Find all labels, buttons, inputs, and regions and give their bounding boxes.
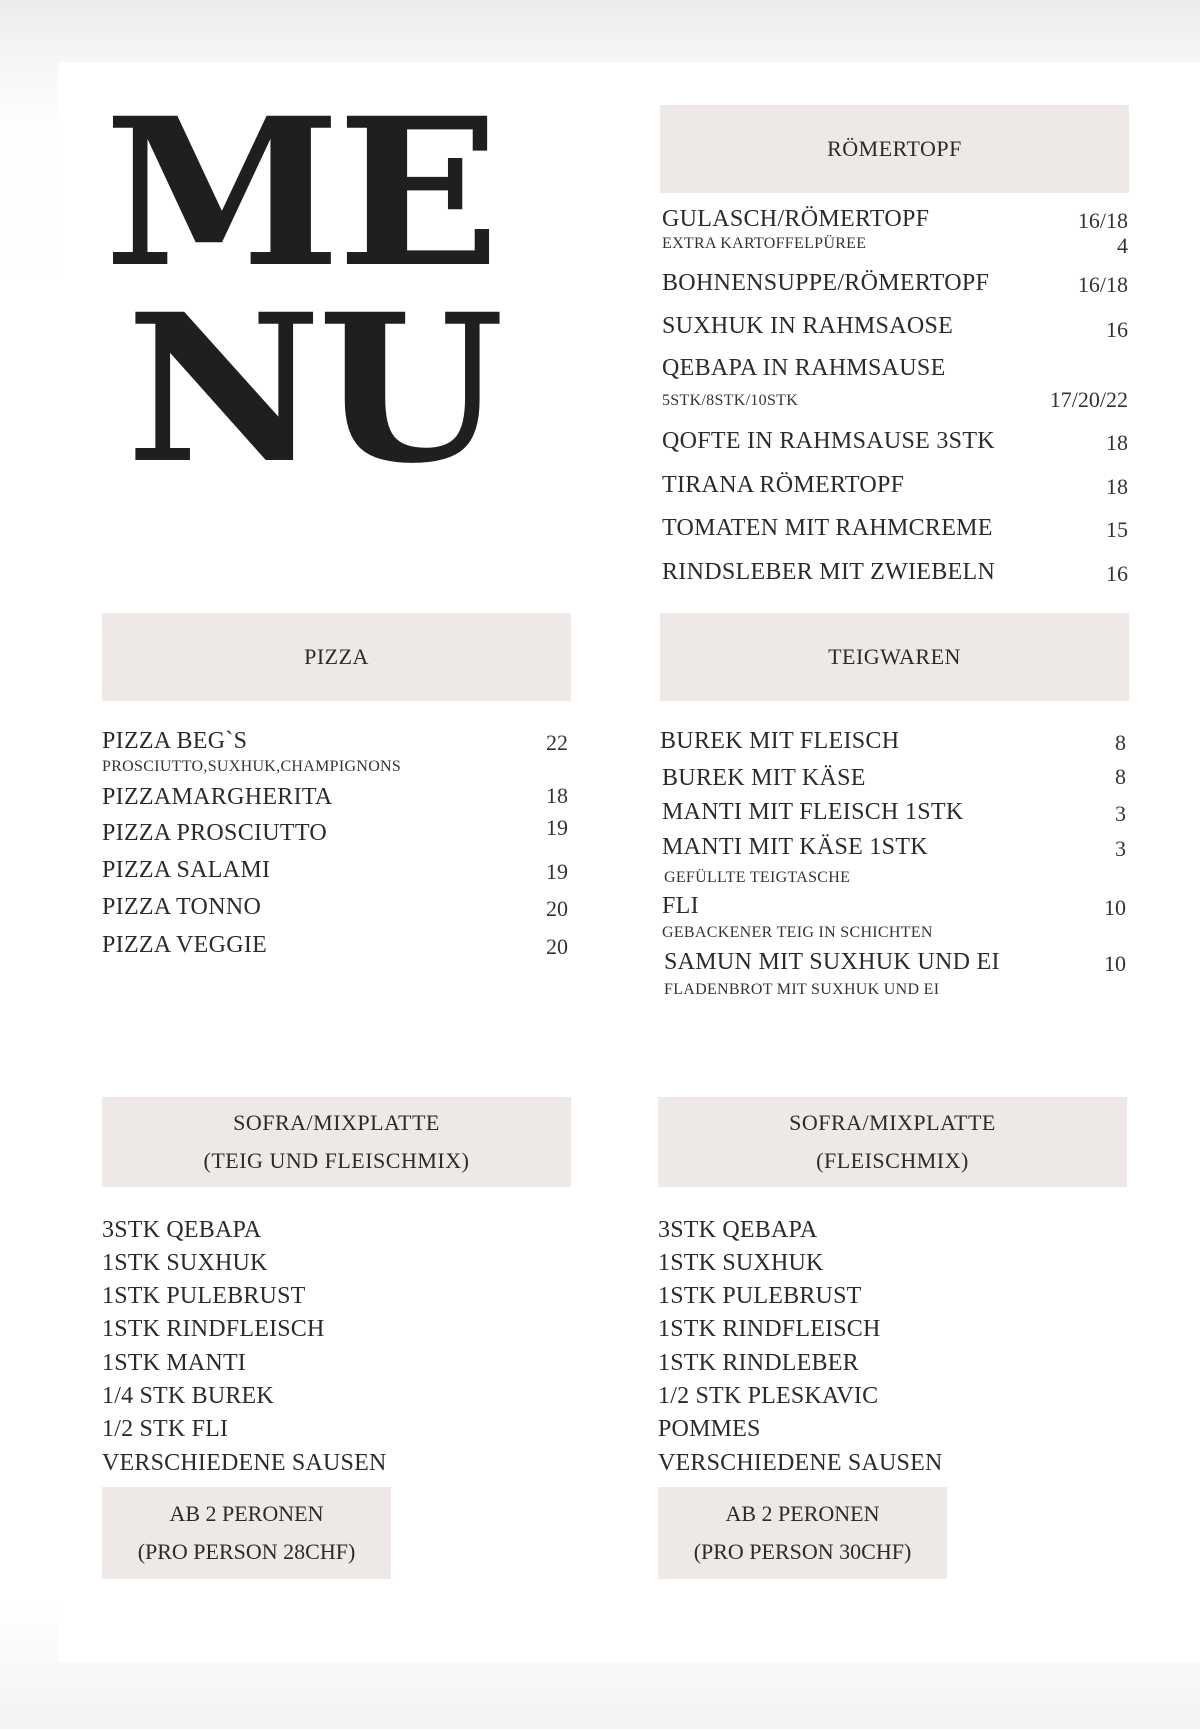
menu-item-name: MANTI MIT FLEISCH 1STK — [662, 799, 964, 825]
list-item: 1STK RINDFLEISCH — [102, 1316, 325, 1342]
menu-item-price: 8 — [1115, 764, 1126, 789]
menu-item-price: 19 — [546, 815, 568, 840]
price-box-sofra-fleisch — [658, 1487, 947, 1579]
menu-item-name: PIZZA PROSCIUTTO — [102, 820, 328, 846]
menu-item-price: 10 — [1104, 951, 1126, 976]
menu-item-price: 16/18 — [1077, 272, 1128, 297]
menu-item-name: RINDSLEBER MIT ZWIEBELN — [662, 559, 996, 585]
list-item: VERSCHIEDENE SAUSEN — [102, 1450, 387, 1476]
section-header-pizza — [102, 613, 571, 701]
menu-item-price: 22 — [546, 730, 568, 755]
section-header-roemertopf — [660, 105, 1129, 193]
menu-item-name: QOFTE IN RAHMSAUSE 3STK — [662, 428, 995, 454]
list-item: 1/4 STK BUREK — [102, 1383, 274, 1409]
list-item: 1STK RINDLEBER — [658, 1350, 859, 1376]
menu-item-name: BUREK MIT FLEISCH — [660, 728, 900, 754]
list-item: 1STK MANTI — [102, 1350, 246, 1376]
list-item: 1STK SUXHUK — [102, 1250, 268, 1276]
menu-item-price: 18 — [1106, 474, 1128, 499]
menu-item-name: PIZZA TONNO — [102, 894, 262, 920]
menu-item-note: FLADENBROT MIT SUXHUK UND EI — [664, 981, 940, 998]
menu-item-price: 20 — [546, 934, 568, 959]
menu-title — [104, 73, 501, 509]
menu-item-price: 19 — [546, 859, 568, 884]
menu-item-name: BUREK MIT KÄSE — [662, 765, 866, 791]
section-title: TEIGWAREN — [828, 643, 961, 669]
menu-item-price: 18 — [546, 783, 568, 808]
section-title: PIZZA — [304, 643, 369, 669]
min-persons: AB 2 PERONEN — [725, 1500, 880, 1526]
menu-item-note: GEFÜLLTE TEIGTASCHE — [664, 869, 851, 886]
menu-item-price: 8 — [1115, 730, 1126, 755]
section-header-teigwaren — [660, 613, 1129, 701]
menu-item-price: 3 — [1115, 801, 1126, 826]
section-subtitle: (TEIG UND FLEISCHMIX) — [203, 1148, 470, 1173]
list-item: VERSCHIEDENE SAUSEN — [658, 1450, 943, 1476]
menu-title-line-1: ME — [104, 73, 496, 313]
menu-item-name: PIZZAMARGHERITA — [102, 784, 333, 810]
menu-item-name: SUXHUK IN RAHMSAOSE — [662, 313, 954, 339]
menu-item-name: FLI — [662, 893, 699, 919]
list-item: 3STK QEBAPA — [102, 1217, 262, 1243]
menu-item-name: PIZZA BEG`S — [102, 728, 248, 754]
menu-item-price: 16 — [1106, 561, 1128, 586]
list-item: 1STK PULEBRUST — [102, 1283, 306, 1309]
list-item: 1/2 STK FLI — [102, 1416, 229, 1442]
price-box-sofra-teig — [102, 1487, 391, 1579]
section-title: RÖMERTOPF — [827, 135, 962, 161]
list-item: 1STK SUXHUK — [658, 1250, 824, 1276]
min-persons: AB 2 PERONEN — [169, 1500, 324, 1526]
menu-item-name: PIZZA VEGGIE — [102, 932, 268, 958]
price-per-person: (PRO PERSON 30CHF) — [693, 1539, 912, 1564]
menu-item-name: QEBAPA IN RAHMSAUSE — [662, 355, 946, 381]
menu-item-price: 20 — [546, 896, 568, 921]
menu-item-price: 3 — [1115, 836, 1126, 861]
list-item: 3STK QEBAPA — [658, 1217, 818, 1243]
menu-item-price: 15 — [1106, 517, 1128, 542]
menu-item-name: GULASCH/RÖMERTOPF — [662, 206, 930, 232]
menu-item-price: 16 — [1106, 317, 1128, 342]
section-subtitle: (FLEISCHMIX) — [816, 1148, 969, 1173]
menu-item-name: TOMATEN MIT RAHMCREME — [662, 515, 993, 541]
section-title: SOFRA/MIXPLATTE — [789, 1109, 996, 1135]
list-item: POMMES — [658, 1416, 761, 1442]
price-per-person: (PRO PERSON 28CHF) — [137, 1539, 356, 1564]
list-item: 1STK RINDFLEISCH — [658, 1316, 881, 1342]
section-header-sofra-fleisch — [658, 1097, 1127, 1187]
menu-item-note-price: 17/20/22 — [1049, 387, 1128, 412]
menu-item-name: PIZZA SALAMI — [102, 857, 271, 883]
menu-item-price: 10 — [1104, 895, 1126, 920]
section-header-sofra-teig — [102, 1097, 571, 1187]
menu-item-note: 5STK/8STK/10STK — [662, 392, 799, 409]
section-title: SOFRA/MIXPLATTE — [233, 1109, 440, 1135]
menu-item-note: EXTRA KARTOFFELPÜREE — [662, 235, 867, 252]
menu-item-name: MANTI MIT KÄSE 1STK — [662, 834, 928, 860]
menu-item-price: 16/18 — [1077, 208, 1128, 233]
list-item: 1STK PULEBRUST — [658, 1283, 862, 1309]
menu-item-note-price: 4 — [1117, 233, 1128, 258]
menu-item-name: SAMUN MIT SUXHUK UND EI — [664, 949, 1000, 975]
menu-item-price: 18 — [1106, 430, 1128, 455]
menu-item-name: BOHNENSUPPE/RÖMERTOPF — [662, 270, 990, 296]
menu-item-name: TIRANA RÖMERTOPF — [662, 472, 905, 498]
list-item: 1/2 STK PLESKAVIC — [658, 1383, 879, 1409]
menu-title-line-2: NU — [126, 269, 501, 509]
menu-item-note: PROSCIUTTO,SUXHUK,CHAMPIGNONS — [102, 758, 402, 775]
menu-item-note: GEBACKENER TEIG IN SCHICHTEN — [662, 924, 933, 941]
